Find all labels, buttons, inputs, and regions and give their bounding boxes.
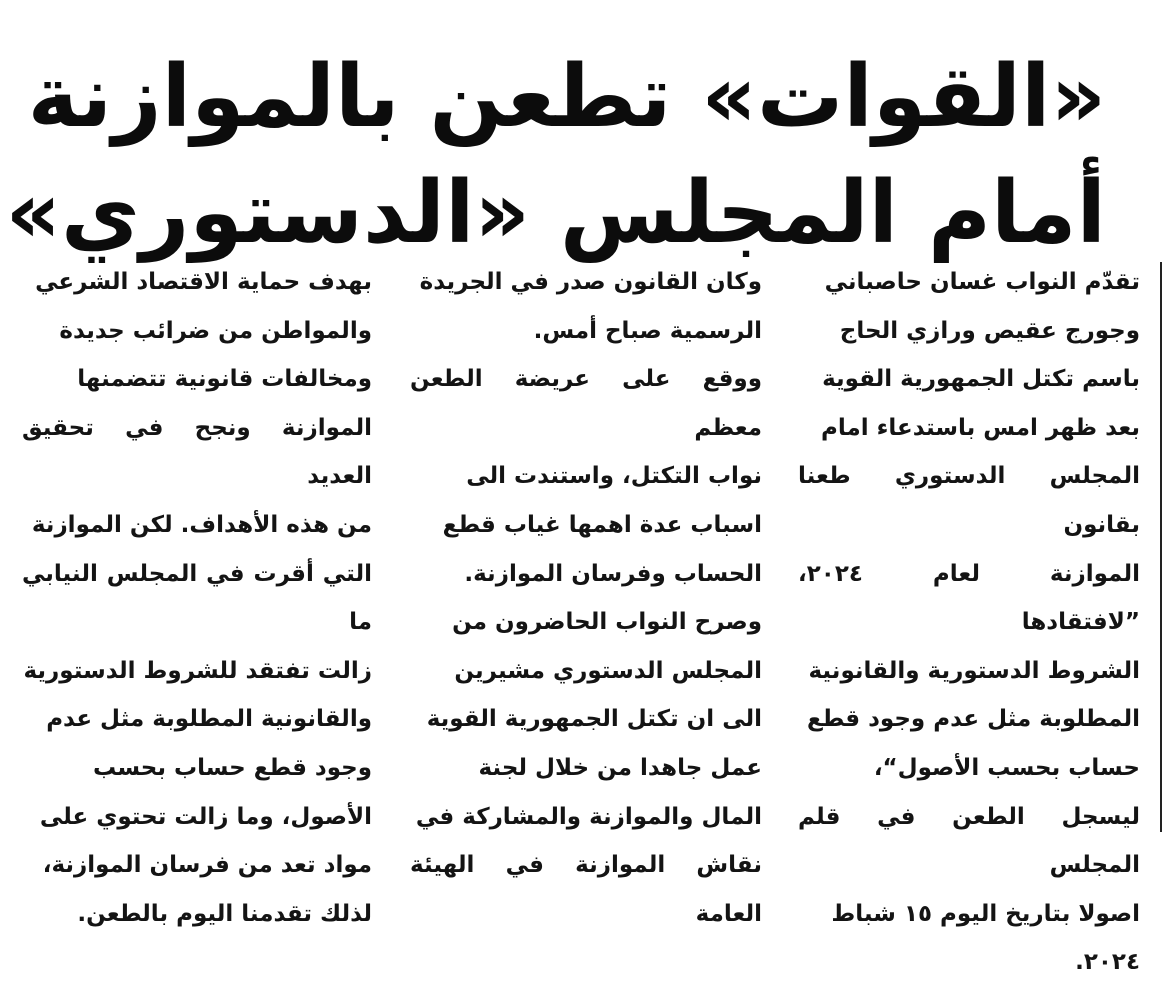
article-column-middle <box>410 258 762 938</box>
column-divider <box>1160 262 1162 832</box>
headline-line-1: «القوات» تطعن بالموازنة <box>27 47 1106 148</box>
article-column-right <box>798 258 1140 987</box>
article-paragraph: بهدف حماية الاقتصاد الشرعي والمواطن من ضرائب جديدة ومخالفات قانونية تتضمنها الموازنة ونجح في تحقيق العديد من هذه الأهداف. لكن الموازنة التي أقرت في المجلس النيابي ما زالت تفتقد للشروط الدستورية والقانونية المطلوبة مثل عدم وجود قطع حساب بحسب الأصول، وما زالت تحتوي على مواد تعد من فرسان الموازنة، لذلك تقدمنا اليوم بالطعن. <box>22 269 372 927</box>
headline-line-2: أمام المجلس «الدستوري» <box>5 163 1106 264</box>
article-paragraph: وصرح النواب الحاضرون من المجلس الدستوري مشيرين الى ان تكتل الجمهورية القوية عمل جاهدا من خلال لجنة المال والموازنة والمشاركة في نقاش الموازنة في الهيئة العامة <box>410 609 762 927</box>
article-paragraph: ووقع على عريضة الطعن معظم نواب التكتل، واستندت الى اسباب عدة اهمها غياب قطع الحساب وفرسان الموازنة. <box>410 366 762 587</box>
article-paragraph: تقدّم النواب غسان حاصباني وجورج عقيص ورازي الحاج باسم تكتل الجمهورية القوية بعد ظهر امس باستدعاء امام المجلس الدستوري طعنا بقانون الموازنة لعام ٢٠٢٤، ”لافتقادها الشروط الدستورية والقانونية المطلوبة مثل عدم وجود قطع حساب بحسب الأصول“، ليسجل الطعن في قلم المجلس اصولا بتاريخ اليوم ١٥ شباط ٢٠٢٤. <box>798 269 1140 976</box>
article-paragraph: وكان القانون صدر في الجريدة الرسمية صباح أمس. <box>419 269 762 344</box>
article-column-left <box>22 258 372 938</box>
headline <box>5 39 1106 271</box>
